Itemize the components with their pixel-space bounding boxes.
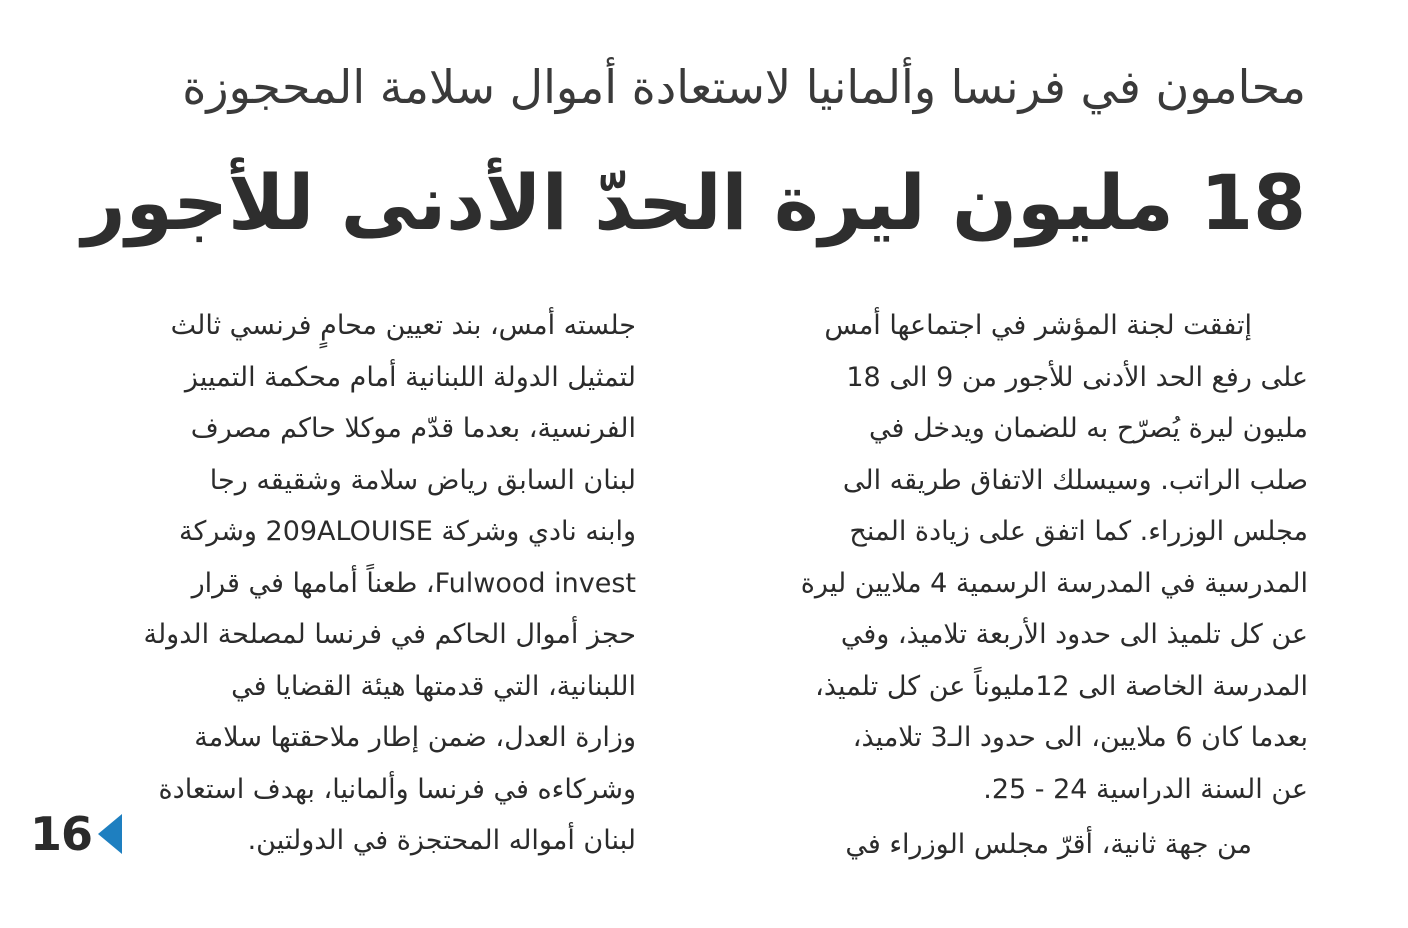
article-line: المدرسة الخاصة الى 12مليوناً عن كل تلميذ، <box>815 670 1308 702</box>
article-line: وابنه نادي وشركة 209ALOUISE وشركة <box>179 516 636 547</box>
article-line: من جهة ثانية، أقرّ مجلس الوزراء في <box>845 829 1252 860</box>
article-line: لتمثيل الدولة اللبنانية أمام محكمة التمييز <box>184 361 636 393</box>
article-line: مجلس الوزراء. كما اتفق على زيادة المنح <box>849 516 1308 547</box>
article-line: مليون ليرة يُصرّح به للضمان ويدخل في <box>868 413 1308 444</box>
article-column-right <box>704 300 1308 871</box>
article-line: عن السنة الدراسية 24 - 25. <box>983 773 1308 805</box>
page-number: 16 <box>30 807 93 861</box>
article-line: على رفع الحد الأدنى للأجور من 9 الى 18 <box>846 361 1308 393</box>
article-line: لبنان السابق رياض سلامة وشقيقه رجا <box>209 464 636 496</box>
article-line: بعدما كان 6 ملايين، الى حدود الـ3 تلاميذ، <box>852 722 1308 753</box>
article-line: وزارة العدل، ضمن إطار ملاحقتها سلامة <box>194 722 636 753</box>
page-marker <box>30 806 120 862</box>
article-line: صلب الراتب. وسيسلك الاتفاق طريقه الى <box>842 464 1308 496</box>
article-line: جلسته أمس، بند تعيين محامٍ فرنسي ثالث <box>170 310 636 341</box>
article-line: حجز أموال الحاكم في فرنسا لمصلحة الدولة <box>143 619 636 650</box>
article-line: إتفقت لجنة المؤشر في اجتماعها أمس <box>824 310 1252 341</box>
article-line: اللبنانية، التي قدمتها هيئة القضايا في <box>231 670 636 702</box>
article-column-left <box>32 300 636 867</box>
triangle-left-icon <box>98 814 122 854</box>
article-line: وشركاءه في فرنسا وألمانيا، بهدف استعادة <box>158 773 636 805</box>
article-line: المدرسية في المدرسة الرسمية 4 ملايين ليرة <box>800 567 1308 599</box>
article-line: لبنان أمواله المحتجزة في الدولتين. <box>247 825 636 856</box>
article-kicker: محامون في فرنسا وألمانيا لاستعادة أموال سلامة المحجوزة <box>182 60 1306 114</box>
article-line: عن كل تلميذ الى حدود الأربعة تلاميذ، وفي <box>840 619 1308 650</box>
article-line: الفرنسية، بعدما قدّم موكلا حاكم مصرف <box>190 413 636 444</box>
article-headline: 18 مليون ليرة الحدّ الأدنى للأجور <box>81 158 1306 247</box>
article-line: Fulwood invest، طعناً أمامها في قرار <box>191 567 636 599</box>
